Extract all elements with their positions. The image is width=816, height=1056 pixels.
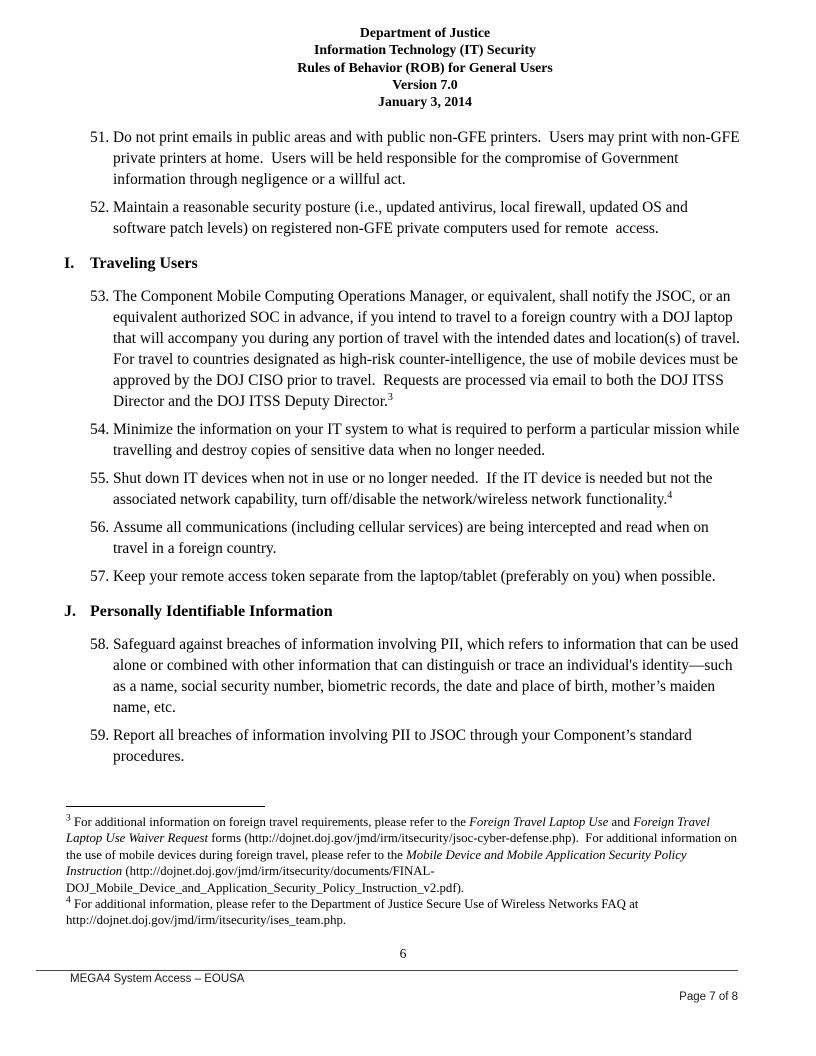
header-department-line: Department of Justice (359, 25, 491, 40)
footer-system-label: MEGA4 System Access – EOUSA (70, 973, 245, 985)
list-item-52 (90, 197, 740, 239)
footer-divider (36, 970, 738, 971)
footnote-3 (66, 814, 740, 896)
document-body (64, 127, 748, 774)
item-text: Minimize the information on your IT system to what is required to perform a particular mission while travelling and destroy copies of sensitive data when no longer needed. (113, 421, 744, 459)
section-heading-pii (64, 601, 740, 622)
item-number: 58. (90, 636, 110, 653)
list-item-59 (90, 725, 740, 767)
item-number: 53. (90, 288, 110, 305)
item-number: 56. (90, 519, 110, 536)
section-label: I. (64, 255, 75, 272)
item-text: The Component Mobile Computing Operations Manager, or equivalent, shall notify the JSOC, or an equivalent authorized SOC in advance, if you intend to travel to a foreign country with a DOJ laptop that will accompany you during any portion of travel with the intended dates and location(s) of travel. For travel to countries designated as high-risk counter-intelligence, the use of mobile devices must be approved by the DOJ CISO prior to travel. Requests are processed via email to both the DOJ ITSS Director and the DOJ ITSS Deputy Director.$^3$ (113, 288, 748, 410)
list-item-57 (90, 566, 740, 587)
footnote-4 (66, 896, 740, 929)
item-text: Do not print emails in public areas and with public non-GFE printers. Users may print with non-GFE private printers at home. Users will be held responsible for the compromise of Government information through negligence or a willful act. (113, 129, 744, 188)
section-title: Traveling Users (90, 255, 198, 272)
footnote-marker: 3 (66, 813, 71, 824)
item-number: 57. (90, 568, 110, 585)
item-text: Report all breaches of information involving PII to JSOC through your Component’s standard procedures. (113, 727, 696, 765)
footnote-marker: 4 (66, 895, 71, 906)
section-title: Personally Identifiable Information (90, 603, 333, 620)
list-item-55 (90, 468, 740, 510)
item-number: 59. (90, 727, 110, 744)
page-number: 6 (399, 946, 407, 961)
header-title-line: Rules of Behavior (ROB) for General Users (297, 59, 553, 75)
footnote-text-italic: Foreign Travel Laptop Use Waiver Request (66, 815, 714, 846)
footnote-text-italic: Mobile Device and Mobile Application Security Policy Instruction (66, 847, 690, 879)
footnote-text-italic: Foreign Travel Laptop Use (469, 815, 609, 829)
header-date-line: January 3, 2014 (378, 94, 472, 110)
item-number: 54. (90, 421, 110, 438)
header-it-security-line: Information Technology (IT) Security (314, 42, 536, 58)
footnote-text: (http://dojnet.doj.gov/jmd/irm/itsecurity/documents/FINAL-DOJ_Mobile_Device_and_Application_Security_Policy_Instruction_v2.pdf). (66, 864, 465, 895)
footnote-separator (66, 806, 265, 807)
item-text: Safeguard against breaches of information involving PII, which refers to information that can be used alone or combined with other information that can distinguish or trace an individual's identity—such as a name, social security number, biometric records, the date and place of birth, mother’s maiden name, etc. (113, 636, 743, 716)
footnotes-section (66, 806, 740, 929)
footnote-reference-4: 4 (667, 489, 673, 501)
footnote-text: For additional information on foreign travel requirements, please refer to the (70, 815, 470, 829)
list-item-51 (90, 127, 744, 190)
footer-page-indicator: Page 7 of 8 (679, 991, 738, 1003)
item-text: Maintain a reasonable security posture (i.e., updated antivirus, local firewall, updated OS and software patch levels) on registered non-GFE private computers used for remote access. (113, 199, 692, 237)
footnote-text: For additional information, please refer to the Department of Justice Secure Use of Wireless Networks FAQ at http://dojnet.doj.gov/jmd/irm/itsecurity/ises_team.php. (66, 897, 642, 928)
footnote-text: and (608, 815, 634, 829)
header-version-line: Version 7.0 (392, 76, 458, 92)
footnote-text: forms (http://dojnet.doj.gov/jmd/irm/itsecurity/jsoc-cyber-defense.php). For additional information on the use of mobile devices during foreign travel, please refer to the (66, 831, 741, 862)
item-text: Shut down IT devices when not in use or no longer needed. If the IT device is needed but not the associated network capability, turn off/disable the network/wireless network functionality.$^4$ (113, 470, 717, 508)
item-text: Assume all communications (including cellular services) are being intercepted and read when on travel in a foreign country. (113, 519, 713, 557)
section-heading-traveling-users (64, 253, 740, 274)
footnote-reference-3: 3 (387, 391, 393, 403)
item-number: 52. (90, 199, 110, 216)
item-text: Keep your remote access token separate from the laptop/tablet (preferably on you) when possible. (113, 568, 716, 585)
item-number: 55. (90, 470, 110, 487)
list-item-54 (90, 419, 744, 461)
item-number: 51. (90, 129, 110, 146)
list-item-53 (90, 286, 748, 412)
section-label: J. (64, 603, 76, 620)
list-item-56 (90, 517, 740, 559)
list-item-58 (90, 634, 743, 718)
document-header (66, 24, 784, 110)
